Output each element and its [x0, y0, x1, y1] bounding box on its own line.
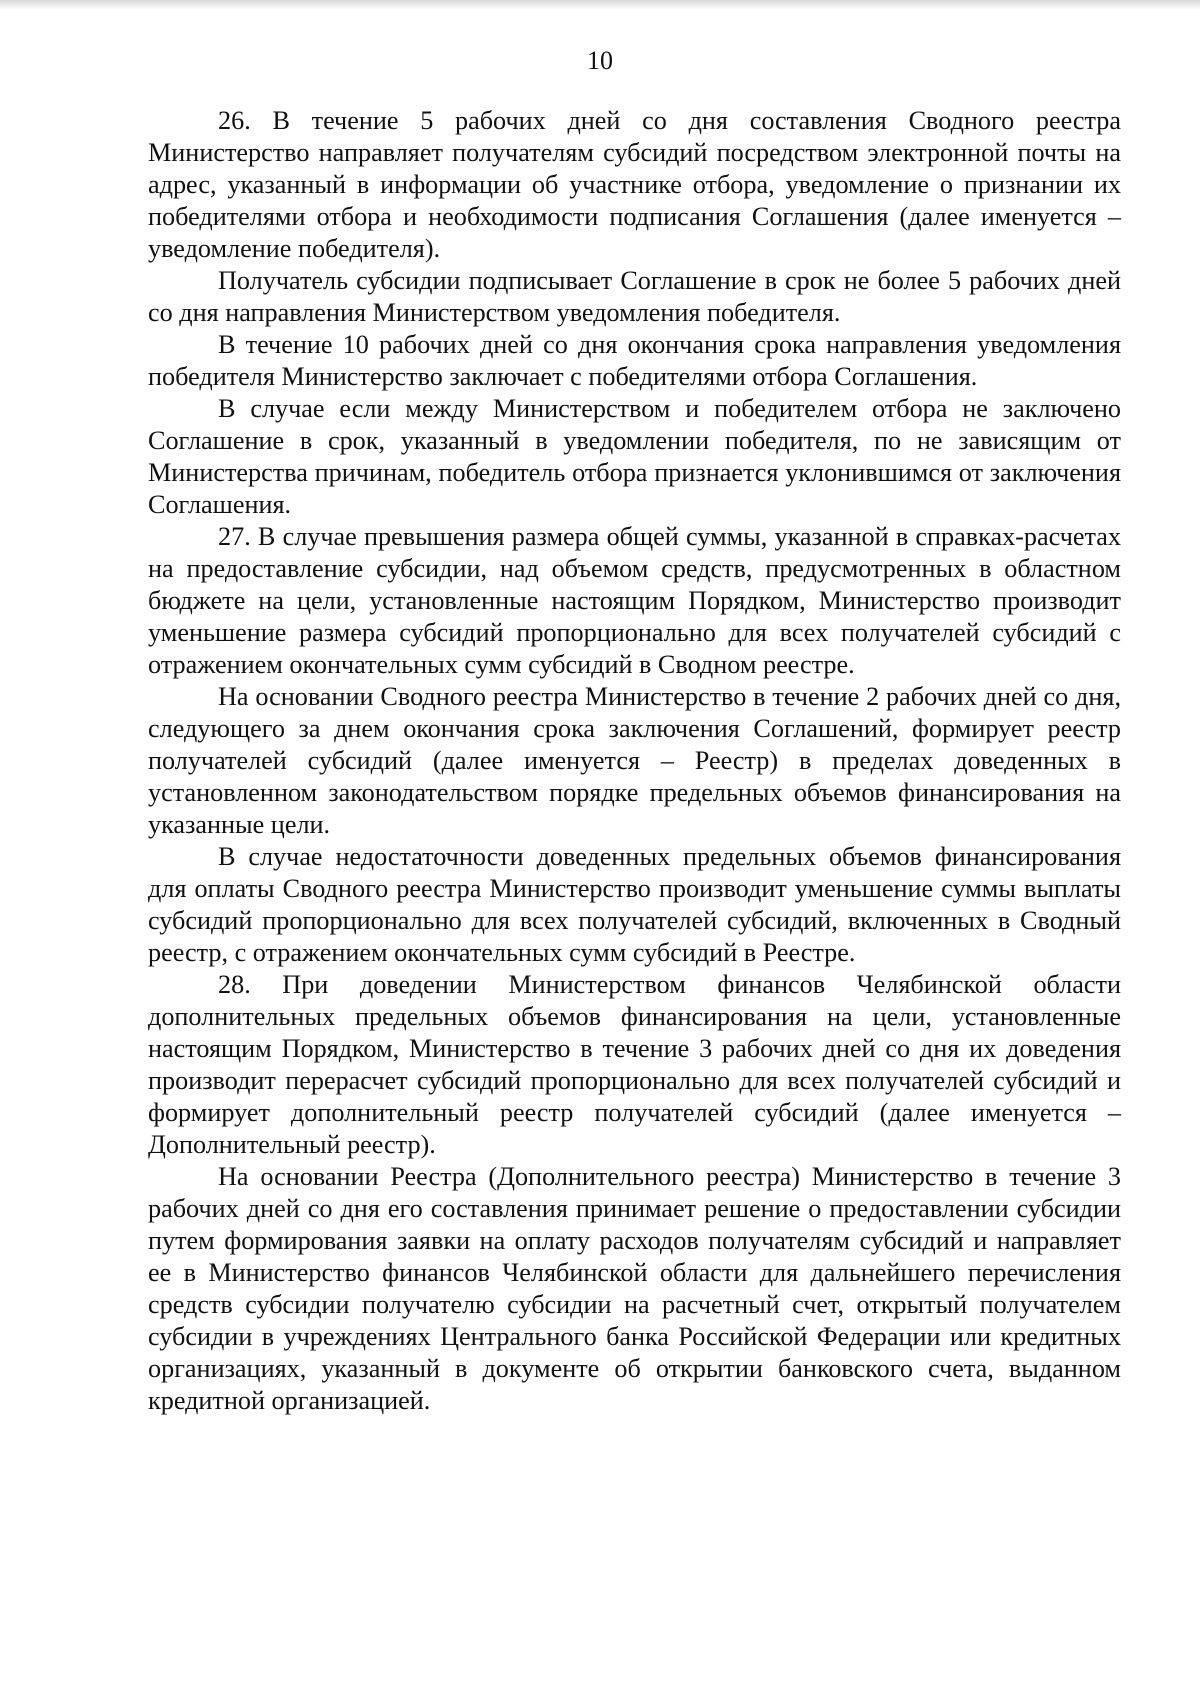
- paragraph-26: 26. В течение 5 рабочих дней со дня составления Сводного реестра Министерство направляет получателям субсидий посредством электронной почты на адрес, указанный в информации об участнике отбора, уведомление о признании их победителями отбора и необходимости подписания Соглашения (далее именуется – уведомление победителя).: [148, 106, 1121, 263]
- paragraph-evasion: В случае если между Министерством и победителем отбора не заключено Соглашение в срок, указанный в уведомлении победителя, по не зависящим от Министерства причинам, победитель отбора признается уклонившимся от заключения Соглашения.: [148, 394, 1121, 519]
- scan-top-edge: [0, 0, 1200, 10]
- paragraph-28: 28. При доведении Министерством финансов Челябинской области дополнительных предельных объемов финансирования на цели, установленные настоящим Порядком, Министерство в течение 3 рабочих дней со дня их доведения производит перерасчет субсидий пропорционально для всех получателей субсидий и формирует дополнительный реестр получателей субсидий (далее именуется – Дополнительный реестр).: [148, 970, 1121, 1159]
- paragraph-27: 27. В случае превышения размера общей суммы, указанной в справках-расчетах на предоставление субсидии, над объемом средств, предусмотренных в областном бюджете на цели, установленные настоящим Порядком, Министерство производит уменьшение размера субсидий пропорционально для всех получателей субсидий с отражением окончательных сумм субсидий в Сводном реестре.: [148, 522, 1121, 679]
- paragraph-conclusion-term: В течение 10 рабочих дней со дня окончания срока направления уведомления победителя Министерство заключает с победителями отбора Соглашения.: [148, 330, 1121, 391]
- paragraph-signing-deadline: Получатель субсидии подписывает Соглашение в срок не более 5 рабочих дней со дня направления Министерством уведомления победителя.: [148, 266, 1121, 327]
- paragraph-insufficient-funding: В случае недостаточности доведенных предельных объемов финансирования для оплаты Сводного реестра Министерство производит уменьшение суммы выплаты субсидий пропорционально для всех получателей субсидий, включенных в Сводный реестр, с отражением окончательных сумм субсидий в Реестре.: [148, 842, 1121, 967]
- page-number: 10: [587, 46, 613, 75]
- document-body: [148, 105, 1121, 1417]
- paragraph-payment-decision: На основании Реестра (Дополнительного реестра) Министерство в течение 3 рабочих дней со дня его составления принимает решение о предоставлении субсидии путем формирования заявки на оплату расходов получателям субсидий и направляет ее в Министерство финансов Челябинской области для дальнейшего перечисления средств субсидии получателю субсидии на расчетный счет, открытый получателем субсидии в учреждениях Центрального банка Российской Федерации или кредитных организациях, указанный в документе об открытии банковского счета, выданном кредитной организацией.: [148, 1162, 1121, 1415]
- paragraph-registry-formation: На основании Сводного реестра Министерство в течение 2 рабочих дней со дня, следующего за днем окончания срока заключения Соглашений, формирует реестр получателей субсидий (далее именуется – Реестр) в пределах доведенных в установленном законодательством порядке предельных объемов финансирования на указанные цели.: [148, 682, 1121, 839]
